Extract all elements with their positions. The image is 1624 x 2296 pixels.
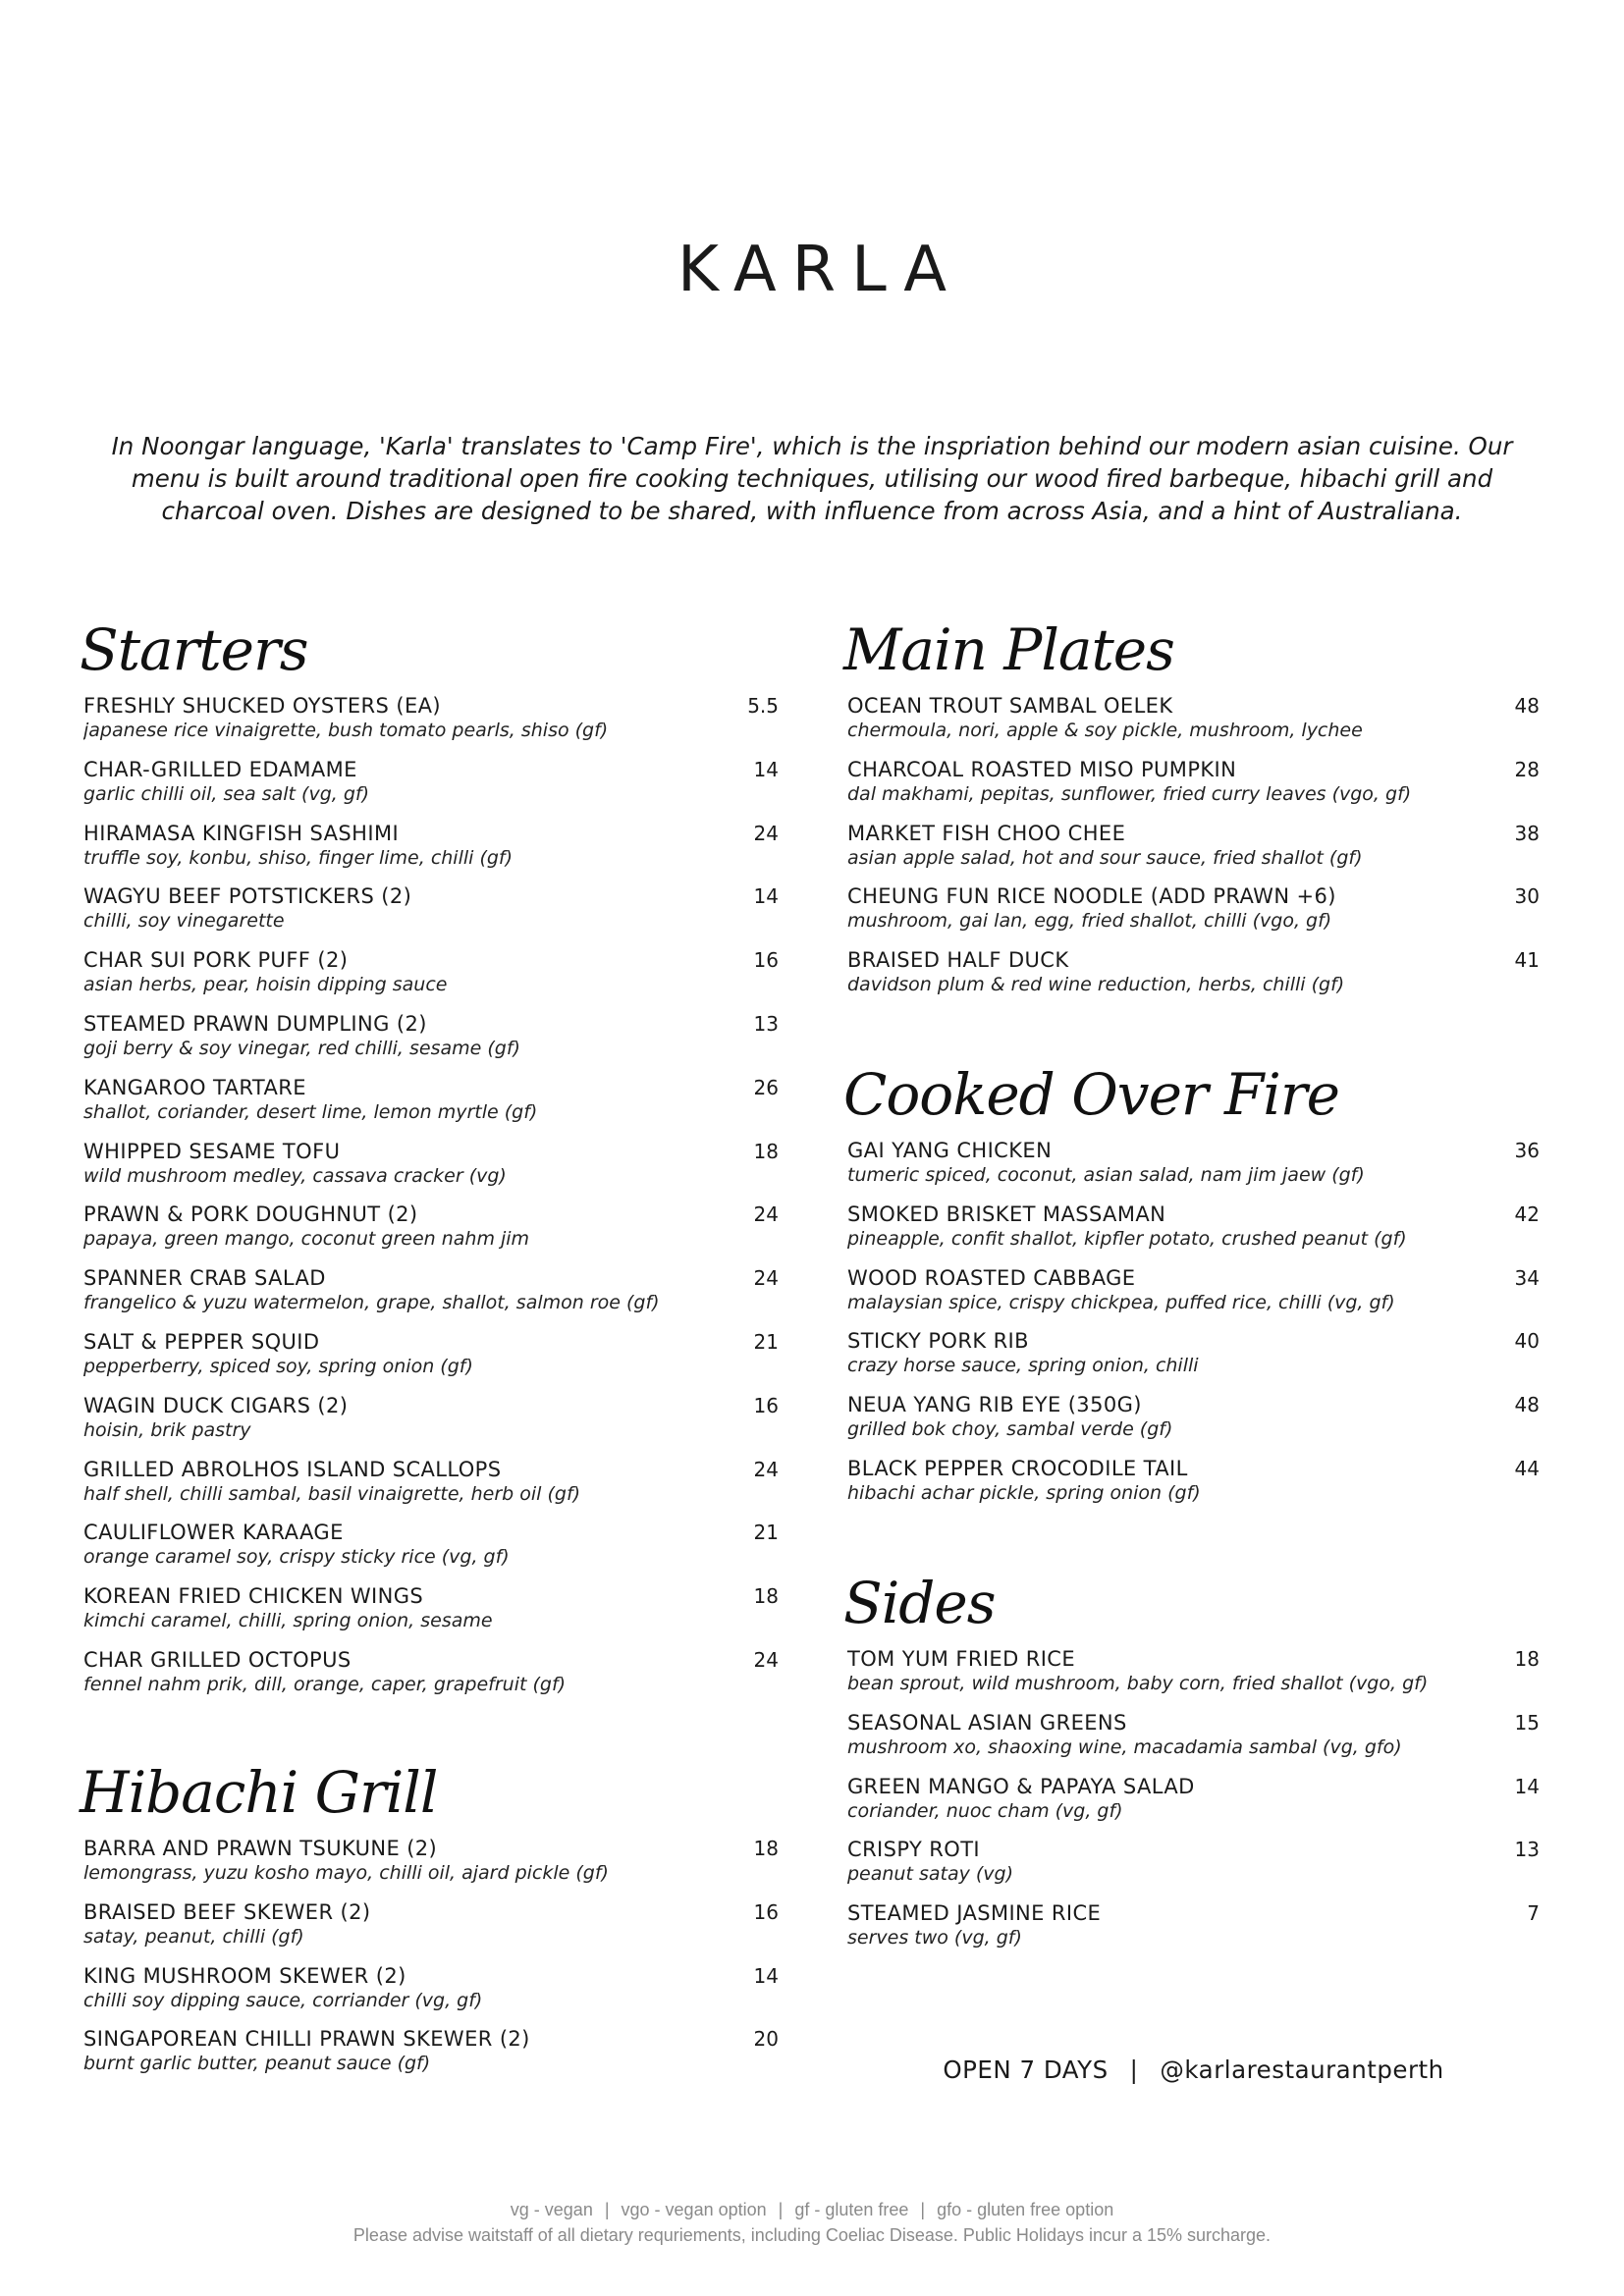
item-name: STEAMED PRAWN DUMPLING (2) [83,1011,427,1036]
menu-list [83,693,779,1711]
item-price: 21 [753,1329,779,1354]
item-name: HIRAMASA KINGFISH SASHIMI [83,821,400,845]
item-name: STICKY PORK RIB [847,1329,1029,1354]
item-name: CAULIFLOWER KARAAGE [83,1521,344,1545]
section-sides [843,1570,1540,1964]
legend-separator: | [920,2200,926,2219]
item-name: WAGIN DUCK CIGARS (2) [83,1393,349,1417]
item-description: chermoula, nori, apple & soy pickle, mushroom, lychee [847,720,1363,741]
item-description: garlic chilli oil, sea salt (vg, gf) [83,782,370,805]
item-name: KOREAN FRIED CHICKEN WINGS [83,1584,424,1609]
menu-item [847,1900,1540,1964]
item-price: 21 [753,1521,779,1545]
item-description: frangelico & yuzu watermelon, grape, shallot, salmon roe (gf) [83,1292,660,1314]
item-description: coriander, nuoc cham (vg, gf) [847,1799,1123,1822]
section-main-plates [843,616,1540,1011]
item-name: CHAR SUI PORK PUFF (2) [83,948,349,973]
item-description: pepperberry, spiced soy, spring onion (gf) [83,1355,473,1377]
menu-item [83,1139,779,1202]
item-price: 48 [1514,694,1540,718]
item-name: BRAISED HALF DUCK [847,948,1069,973]
legend-entry: gfo - gluten free option [937,2200,1114,2219]
item-description: fennel nahm prik, dill, orange, caper, grapefruit (gf) [83,1673,567,1695]
menu-list [847,693,1540,1011]
item-price: 18 [753,1584,779,1609]
item-price: 5.5 [747,694,779,718]
item-name: KING MUSHROOM SKEWER (2) [83,1963,406,1988]
item-name: BLACK PEPPER CROCODILE TAIL [847,1456,1188,1480]
item-description: goji berry & soy vinegar, red chilli, sesame (gf) [83,1037,520,1059]
item-description: papaya, green mango, coconut green nahm jim [83,1228,530,1251]
item-description: orange caramel soy, crispy sticky rice (vg, gf) [83,1546,510,1569]
legend-entry: vg - vegan [510,2200,593,2219]
section-title-sides: Sides [843,1570,996,1636]
menu-item [83,1011,779,1075]
legend-entry: vgo - vegan option [621,2200,767,2219]
menu-item [847,1646,1540,1710]
menu-list [847,1138,1540,1520]
menu-item [847,1774,1540,1838]
item-description: asian herbs, pear, hoisin dipping sauce [83,974,448,996]
section-hibachi-grill [80,1759,779,2090]
menu-item [83,1393,779,1457]
menu-item [847,821,1540,884]
item-price: 7 [1527,1901,1540,1926]
item-description: lemongrass, yuzu kosho mayo, chilli oil, ajard pickle (gf) [83,1862,609,1884]
item-description: kimchi caramel, chilli, spring onion, sesame [83,1610,493,1632]
item-name: CRISPY ROTI [847,1838,981,1862]
menu-item [83,1329,779,1393]
menu-item [847,1710,1540,1774]
item-name: KANGAROO TARTARE [83,1075,306,1099]
item-price: 40 [1514,1329,1540,1354]
item-description: asian apple salad, hot and sour sauce, fried shallot (gf) [847,846,1363,869]
item-price: 16 [753,1899,779,1924]
item-price: 13 [753,1011,779,1036]
item-price: 14 [753,884,779,909]
menu-item [83,1201,779,1265]
item-price: 24 [753,1202,779,1227]
item-description: peanut satay (vg) [847,1863,1014,1886]
item-price: 18 [1514,1647,1540,1671]
dietary-legend [0,2200,1624,2220]
item-price: 24 [753,821,779,845]
item-description: tumeric spiced, coconut, asian salad, nam jim jaew (gf) [847,1164,1365,1186]
item-description: bean sprout, wild mushroom, baby corn, fried shallot (vgo, gf) [847,1673,1429,1694]
item-description: davidson plum & red wine reduction, herbs, chilli (gf) [847,974,1345,996]
item-description: malaysian spice, crispy chickpea, puffed rice, chilli (vg, gf) [847,1291,1395,1313]
item-description: hibachi achar pickle, spring onion (gf) [847,1481,1201,1504]
item-description: mushroom, gai lan, egg, fried shallot, chilli (vgo, gf) [847,910,1332,933]
menu-item [83,1457,779,1521]
item-price: 24 [753,1457,779,1481]
menu-item [847,1201,1540,1265]
item-price: 36 [1514,1139,1540,1162]
item-description: serves two (vg, gf) [847,1927,1022,1949]
menu-item [847,1328,1540,1392]
menu-list [83,1836,779,2090]
item-description: chilli soy dipping sauce, corriander (vg, gf) [83,1989,483,2011]
item-name: BRAISED BEEF SKEWER (2) [83,1899,371,1924]
item-price: 14 [1514,1774,1540,1798]
item-description: shallot, coriander, desert lime, lemon myrtle (gf) [83,1100,538,1123]
item-description: pineapple, confit shallot, kipfler potato, crushed peanut (gf) [847,1227,1407,1250]
dietary-note: Please advise waitstaff of all dietary requriements, including Coeliac Disease. Public Holidays incur a 15% surcharge. [352,2225,1272,2245]
menu-item [83,1583,779,1647]
item-name: SINGAPOREAN CHILLI PRAWN SKEWER (2) [83,2027,530,2052]
item-price: 24 [753,1266,779,1291]
item-price: 48 [1514,1393,1540,1417]
item-price: 14 [753,757,779,781]
item-description: wild mushroom medley, cassava cracker (vg) [83,1164,507,1187]
item-description: grilled bok choy, sambal verde (gf) [847,1418,1173,1441]
section-cooked-over-fire [843,1061,1540,1520]
menu-item [83,1899,779,1963]
section-title-main-plates: Main Plates [843,616,1174,683]
item-name: PRAWN & PORK DOUGHNUT (2) [83,1202,418,1227]
section-title-cooked-over-fire: Cooked Over Fire [843,1061,1339,1128]
item-name: SPANNER CRAB SALAD [83,1266,326,1291]
legend-entry: gf - gluten free [794,2200,909,2219]
item-description: chilli, soy vinegarette [83,910,285,933]
opening-hours-line [847,2056,1540,2084]
menu-item [847,1837,1540,1900]
item-description: truffle soy, konbu, shiso, finger lime, chilli (gf) [83,846,514,869]
item-description: japanese rice vinaigrette, bush tomato pearls, shiso (gf) [83,720,609,741]
item-name: GREEN MANGO & PAPAYA SALAD [847,1774,1195,1798]
social-handle: @karlarestaurantperth [1160,2056,1444,2084]
menu-item [847,757,1540,821]
menu-item [83,1265,779,1329]
item-name: SMOKED BRISKET MASSAMAN [847,1201,1166,1226]
item-name: CHAR-GRILLED EDAMAME [83,757,357,781]
item-name: TOM YUM FRIED RICE [847,1647,1076,1671]
menu-item [83,2026,779,2090]
item-name: SEASONAL ASIAN GREENS [847,1710,1127,1735]
item-description: hoisin, brik pastry [83,1418,251,1441]
menu-item [83,757,779,821]
item-name: FRESHLY SHUCKED OYSTERS (EA) [83,694,441,718]
item-description: mushroom xo, shaoxing wine, macadamia sambal (vg, gfo) [847,1735,1402,1758]
item-price: 20 [753,2027,779,2052]
menu-item [83,883,779,947]
item-price: 41 [1514,948,1540,973]
menu-item [847,947,1540,1011]
menu-item [83,693,779,757]
item-description: half shell, chilli sambal, basil vinaigrette, herb oil (gf) [83,1482,581,1505]
item-description: dal makhami, pepitas, sunflower, fried curry leaves (vgo, gf) [847,782,1412,805]
item-price: 13 [1514,1838,1540,1862]
menu-item [83,1520,779,1583]
item-name: CHAR GRILLED OCTOPUS [83,1647,352,1672]
item-name: WAGYU BEEF POTSTICKERS (2) [83,884,412,909]
item-description: satay, peanut, chilli (gf) [83,1925,304,1948]
menu-item [83,1075,779,1139]
section-title-starters: Starters [80,616,308,683]
item-name: WHIPPED SESAME TOFU [83,1139,341,1163]
item-name: GRILLED ABROLHOS ISLAND SCALLOPS [83,1457,502,1481]
brand-logo: KARLA [677,234,962,306]
menu-item [847,1456,1540,1520]
menu-item [83,1836,779,1899]
item-name: STEAMED JASMINE RICE [847,1901,1102,1926]
item-description: burnt garlic butter, peanut sauce (gf) [83,2053,431,2075]
menu-list [847,1646,1540,1964]
item-name: WOOD ROASTED CABBAGE [847,1265,1136,1290]
item-price: 15 [1514,1710,1540,1735]
item-price: 28 [1514,757,1540,781]
item-name: OCEAN TROUT SAMBAL OELEK [847,694,1173,718]
item-name: NEUA YANG RIB EYE (350G) [847,1393,1142,1417]
menu-item [847,693,1540,757]
item-price: 44 [1514,1456,1540,1480]
item-name: SALT & PEPPER SQUID [83,1329,320,1354]
item-name: GAI YANG CHICKEN [847,1139,1053,1162]
item-price: 38 [1514,821,1540,845]
menu-item [83,821,779,884]
item-description: crazy horse sauce, spring onion, chilli [847,1355,1199,1377]
open-days: OPEN 7 DAYS [943,2056,1109,2084]
section-title-hibachi-grill: Hibachi Grill [80,1759,438,1826]
menu-item [847,1138,1540,1201]
item-name: MARKET FISH CHOO CHEE [847,821,1126,845]
item-price: 30 [1514,884,1540,909]
menu-item [83,1963,779,2027]
item-name: CHEUNG FUN RICE NOODLE (ADD PRAWN +6) [847,884,1336,909]
intro-text: In Noongar language, 'Karla' translates to 'Camp Fire', which is the inspriation behind our modern asian cuisine. Our menu is built around traditional open fire cooking techniques, utilising our wood fired barbeque, hibachi grill and charcoal oven. Dishes are designed to be shared, with influence from across Asia, and a hint of Australiana. [111,432,1513,525]
item-price: 16 [753,1393,779,1417]
item-price: 42 [1514,1201,1540,1226]
item-name: CHARCOAL ROASTED MISO PUMPKIN [847,757,1237,781]
menu-item [847,1265,1540,1329]
menu-item [83,1647,779,1711]
item-name: BARRA AND PRAWN TSUKUNE (2) [83,1837,438,1860]
separator: | [1129,2056,1139,2084]
item-price: 18 [753,1139,779,1163]
legend-separator: | [604,2200,610,2219]
menu-item [847,883,1540,947]
item-price: 26 [753,1075,779,1099]
section-starters [80,616,779,1711]
item-price: 18 [753,1837,779,1860]
item-price: 14 [753,1963,779,1988]
menu-item [847,1392,1540,1456]
item-price: 16 [753,948,779,973]
menu-item [83,947,779,1011]
item-price: 34 [1514,1265,1540,1290]
item-price: 24 [753,1647,779,1672]
legend-separator: | [778,2200,784,2219]
